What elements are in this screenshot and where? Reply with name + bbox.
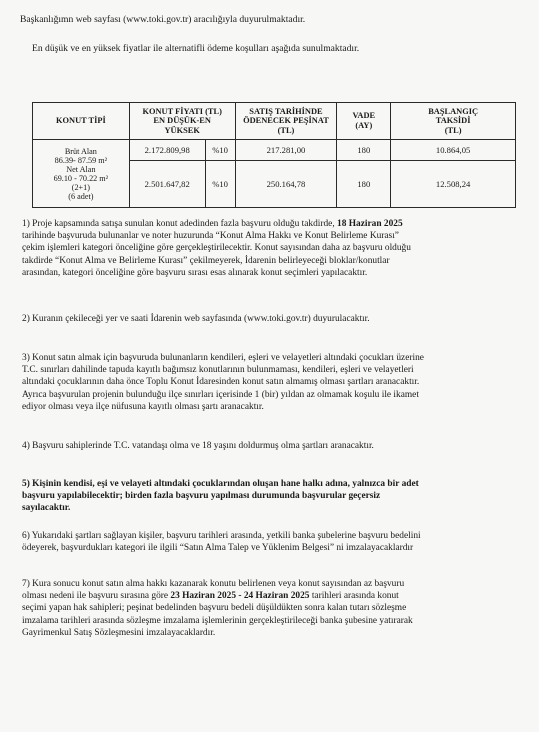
paragraph-5: 5) Kişinin kendisi, eşi ve velayeti altındaki çocuklarından oluşan hane halkı adına, yalnızca bir adet başvuru yapılabilecektir; birden fazla başvuru yapılması durumunda başvurular geçersiz sayılacaktır. <box>22 479 419 514</box>
installment-cell: 10.864,05 <box>391 140 516 161</box>
unit-type-cell: Brüt Alan 86.39- 87.59 m² Net Alan 69.10 - 70.22 m² (2+1) (6 adet) <box>33 140 130 208</box>
term-cell: 180 <box>337 140 391 161</box>
price-table <box>32 102 516 208</box>
installment-cell: 12.508,24 <box>391 161 516 208</box>
table-header-row <box>33 103 516 140</box>
header-konut-tipi: KONUT TİPİ <box>33 103 130 140</box>
header-baslangic-taksidi: BAŞLANGIÇ TAKSİDİ (TL) <box>391 103 516 140</box>
price-cell: 2.501.647,82 <box>129 161 205 208</box>
header-konut-fiyati: KONUT FİYATI (TL) EN DÜŞÜK-EN YÜKSEK <box>129 103 235 140</box>
price-cell: 2.172.809,98 <box>129 140 205 161</box>
rate-cell: %10 <box>205 140 235 161</box>
paragraph-4: 4) Başvuru sahiplerinde T.C. vatandaşı olma ve 18 yaşını doldurmuş olma şartları aranacaktır. <box>22 441 374 451</box>
down-payment-cell: 250.164,78 <box>235 161 337 208</box>
table-row <box>33 140 516 161</box>
term-cell: 180 <box>337 161 391 208</box>
intro-line-1: Başkanlığımn web sayfası (www.toki.gov.tr) aracılığıyla duyurulmaktadır. <box>20 14 306 25</box>
intro-line-2: En düşük ve en yüksek fiyatlar ile alternatifli ödeme koşulları aşağıda sunulmaktadır. <box>32 43 360 54</box>
paragraph-7: 7) Kura sonucu konut satın alma hakkı kazanarak konutu belirlenen veya konut sayısından az başvuru olması nedeni ile başvuru sırasına göre 23 Haziran 2025 - 24 Haziran 2025 tarihleri arasında konut seçimi yapan hak sahipleri; peşinat bedelinden başvuru bedeli düşüldükten sonra kalan tutarı sözleşme imzalama tarihleri arasında sözleşme imzalama işlemlerinin gerçekleştirileceği banka şubesine yatırarak Gayrimenkul Satış Sözleşmesini imzalayacaklardır. <box>22 579 413 638</box>
paragraph-2: 2) Kuranın çekileceği yer ve saati İdarenin web sayfasında (www.toki.gov.tr) duyurulacaktır. <box>22 314 370 324</box>
paragraph-6: 6) Yukarıdaki şartları sağlayan kişiler, başvuru tarihleri arasında, yetkili banka şubelerine başvuru bedelini ödeyerek, başvurdukları kategori ile ilgili “Satın Alma Talep ve Yüklenim Belgesi” ni imzalayacaklardır <box>22 531 421 554</box>
paragraph-1: 1) Proje kapsamında satışa sunulan konut adedinden fazla başvuru olduğu takdirde, 18 Haziran 2025 tarihinde başvuruda bulunanlar ve noter huzurunda “Konut Alma Hakkı ve Konut Belirleme Kurası” çekim işlemleri kategori önceliğine göre gerçekleştirilecektir. Konut sayısından daha az başvuru olduğu takdirde “Konut Alma ve Belirleme Kurası” çekilmeyerek, İdarenin belirleyeceği bloklar/konutlar arasından, kategori önceliğine göre başvuru sırası esas alınarak konut seçimleri yapılacaktır. <box>22 219 411 278</box>
header-vade: VADE (AY) <box>337 103 391 140</box>
paragraph-3: 3) Konut satın almak için başvuruda bulunanların kendileri, eşleri ve velayetleri altındaki çocukları üzerine T.C. sınırları dahilinde tapuda kayıtlı bağımsız konutlarının bulunmaması, kendileri, eşleri ve velayetleri altındaki çocuklarının daha önce Toplu Konut İdaresinden konut satın almamış olması şartları aranacaktır. Ayrıca başvurulan projenin bulunduğu ilçe sınırları içerisinde 1 (bir) yıldan az olmamak koşulu ile ikamet ediyor olması veya ilçe nüfusuna kayıtlı olması şartı aranacaktır. <box>22 353 424 412</box>
header-pesinat: SATIŞ TARİHİNDE ÖDENECEK PEŞİNAT (TL) <box>235 103 337 140</box>
down-payment-cell: 217.281,00 <box>235 140 337 161</box>
rate-cell: %10 <box>205 161 235 208</box>
